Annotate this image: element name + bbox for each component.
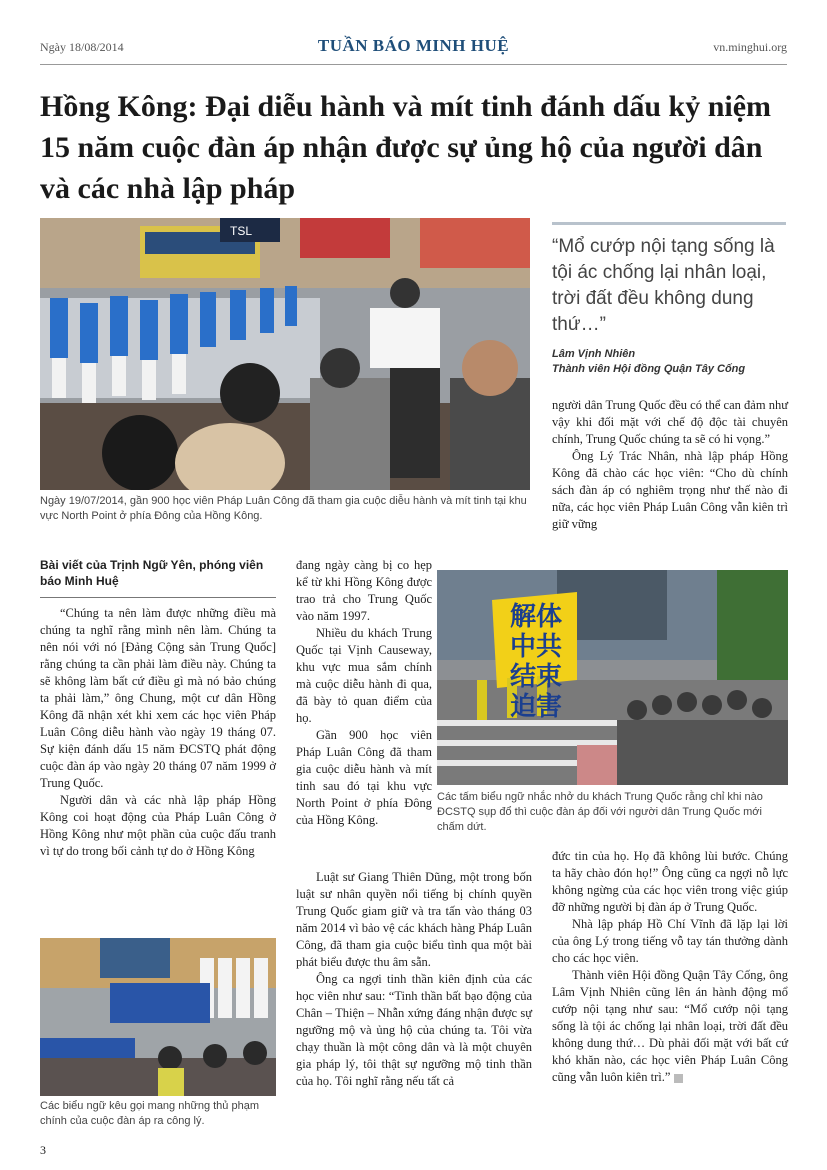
paragraph: Gần 900 học viên Pháp Luân Công đã tham gia cuộc diễu hành và mít tinh sau đó tại khu vực North Point ở phía Đông của Hồng Kông. xyxy=(296,728,432,827)
yellow-banner-caption: Các tấm biểu ngữ nhắc nhở du khách Trung Quốc rằng chỉ khi nào ĐCSTQ sụp đổ thì cuộc đàn áp đối với người dân Trung Quốc mới chấm dứt. xyxy=(437,791,763,833)
banners-photo-caption: Các biểu ngữ kêu gọi mang những thủ phạm chính của cuộc đàn áp ra công lý. xyxy=(40,1100,259,1127)
publication-title: TUẦN BÁO MINH HUỆ xyxy=(317,36,510,55)
parade-photo-caption: Ngày 19/07/2014, gần 900 học viên Pháp Luân Công đã tham gia cuộc diễu hành và mít tinh tại khu vực North Point ở phía Đông của Hồng Kông. xyxy=(40,495,527,522)
page-number: 3 xyxy=(40,1143,46,1157)
parade-photo xyxy=(40,218,530,490)
column-2 xyxy=(296,557,432,829)
paragraph: đức tin của họ. Họ đã không lùi bước. Chúng ta hãy chào đón họ!” Ông cũng ca ngợi nỗ lực không ngừng của các học viên trong việc giúp đỡ những người bị đàn áp ở Trung Quốc. xyxy=(552,849,788,914)
paragraph: Nhà lập pháp Hồ Chí Vĩnh đã lặp lại lời của ông Lý trong tiếng vỗ tay tán thưởng dành cho các học viên. xyxy=(552,917,788,965)
column-3-bottom xyxy=(552,848,788,1086)
byline: Bài viết của Trịnh Ngữ Yên, phóng viên báo Minh Huệ xyxy=(40,558,264,588)
banners-photo xyxy=(40,938,276,1096)
header-divider xyxy=(40,64,787,65)
pull-quote-author: Lâm Vịnh Nhiên xyxy=(552,348,636,360)
column-3-top xyxy=(552,397,788,533)
column-1 xyxy=(40,605,276,860)
yellow-banner-text: 解体中共 结束迫害 xyxy=(509,602,562,722)
pull-quote-attribution xyxy=(552,347,745,377)
paragraph xyxy=(552,967,788,1086)
paragraph: người dân Trung Quốc đều có thể can đảm như vậy khi đối mặt với chế độ độc tài chuyên chính, Trung Quốc chúng ta sẽ có hi vọng.” xyxy=(552,398,788,446)
paragraph: Nhiều du khách Trung Quốc tại Vịnh Causeway, khu vực mua sắm chính mà cuộc diễu hành đi qua, đã bày tỏ quan điểm của họ. xyxy=(296,626,432,725)
paragraph: Người dân và các nhà lập pháp Hồng Kông coi hoạt động của Pháp Luân Công ở Hồng Kông như một phần của cuộc đấu tranh vì tự do trong bối cảnh tự do ở Hồng Kông xyxy=(40,793,276,858)
issue-date: Ngày 18/08/2014 xyxy=(40,40,124,54)
article-headline: Hồng Kông: Đại diễu hành và mít tinh đánh dấu kỷ niệm 15 năm cuộc đàn áp nhận được sự ủng hộ của người dân và các nhà lập pháp xyxy=(40,90,772,205)
pull-quote: “Mổ cướp nội tạng sống là tội ác chống lại nhân loại, trời đất đều không dung thứ…” xyxy=(552,236,775,335)
paragraph: Luật sư Giang Thiên Dũng, một trong bốn luật sư nhân quyền nổi tiếng bị chính quyền Trung Quốc giam giữ và tra tấn vào tháng 03 năm 2014 vì bảo vệ các khách hàng Pháp Luân Công, đã tham gia cuộc biểu tình qua một bài phát biểu được thu âm sẵn. xyxy=(296,870,532,969)
yellow-banner-photo xyxy=(437,570,788,785)
paragraph: Ông ca ngợi tinh thần kiên định của các học viên như sau: “Tinh thần bất bạo động của Chân – Thiện – Nhẫn xứng đáng nhận được sự ngưỡng mộ và ủng hộ của chúng ta. Tôi vừa chạy thuần là một công dân và là một chuyên gia pháp lý, tôi thật sự ngưỡng mộ tinh thần của họ. Tôi nghĩ rằng nếu tất cả xyxy=(296,972,532,1088)
paragraph-text: Thành viên Hội đồng Quận Tây Cống, ông Lâm Vịnh Nhiên cũng lên án hành động mổ cướp nội tạng như sau: “Mổ cướp nội tạng sống là tội ác chống lại nhân loại, trời đất đều không dung thứ… Dù phải đối mặt với bất cứ khó khăn nào, các học viên Pháp Luân Công cũng vẫn luôn kiên trì.” xyxy=(552,968,788,1084)
shop-sign-text: TSL xyxy=(230,224,253,238)
paragraph: đang ngày càng bị co hẹp kể từ khi Hồng Kông được trao trả cho Trung Quốc vào năm 1997. xyxy=(296,558,432,623)
byline-divider xyxy=(40,597,276,598)
paragraph: Ông Lý Trác Nhân, nhà lập pháp Hồng Kông đã chào các học viên: “Cho dù chính sách đàn áp có nghiêm trọng như thế nào đi nữa, các học viên Pháp Luân Công vẫn kiên trì giữ vững xyxy=(552,449,788,531)
site-url: vn.minghui.org xyxy=(713,40,787,54)
pull-quote-author-title: Thành viên Hội đồng Quận Tây Cống xyxy=(552,363,746,375)
paragraph: “Chúng ta nên làm được những điều mà chúng ta nghĩ rằng mình nên làm. Chúng ta nên nói với nó [Đảng Cộng sản Trung Quốc] rằng chúng ta cần phải làm điều này. Chúng ta sẽ không làm bất cứ điều gì mà nó bảo chúng ta phải làm,” ông Chung, một cư dân Hồng Kông đã nhận xét khi xem các học viên Pháp Luân Công diễu hành vào ngày 19 tháng 07. Sự kiện đánh dấu 15 năm ĐCSTQ phát động cuộc đàn áp vào ngày 20 tháng 07 năm 1999 ở Trung Quốc. xyxy=(40,606,276,790)
column-2-wide xyxy=(296,869,532,1090)
pull-quote-rule xyxy=(552,222,786,225)
end-mark-icon xyxy=(674,1074,683,1083)
